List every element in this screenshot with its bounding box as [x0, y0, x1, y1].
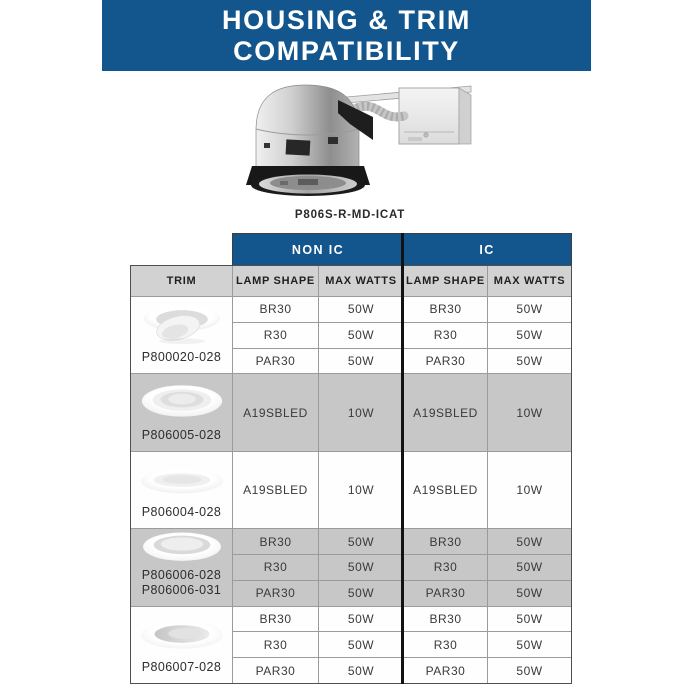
recessed-housing-icon	[240, 80, 475, 205]
max-watts-cell: 10W	[319, 374, 403, 450]
max-watts-cell: 50W	[319, 323, 403, 348]
max-watts-cell: 50W	[319, 349, 403, 374]
trim-cell-p800020-028	[131, 297, 232, 373]
max-watts-cell: 10W	[488, 452, 571, 528]
lamp-shape-cell: BR30	[404, 529, 487, 554]
lamp-shape-cell: R30	[233, 555, 318, 580]
lamp-shape-cell: BR30	[233, 297, 318, 322]
lamp-shape-cell: R30	[233, 323, 318, 348]
trim-label: P806007-028	[141, 659, 222, 674]
max-watts-cell: 50W	[319, 607, 403, 632]
title-banner	[102, 0, 591, 71]
lamp-shape-cell: PAR30	[404, 658, 487, 683]
max-watts-cell: 50W	[488, 297, 571, 322]
max-watts-cell: 50W	[319, 529, 403, 554]
open-flat-trim-icon	[137, 462, 227, 502]
max-watts-cell: 50W	[319, 297, 403, 322]
column-header-ic-max-watts: MAX WATTS	[488, 266, 571, 296]
trim-label: P806005-028	[141, 427, 222, 442]
lamp-shape-cell: PAR30	[233, 581, 318, 606]
group-divider	[401, 233, 404, 684]
deep-cone-trim-icon	[136, 529, 228, 564]
max-watts-cell: 50W	[488, 349, 571, 374]
page-title-line1: HOUSING & TRIM	[222, 4, 471, 35]
compatibility-table	[130, 265, 572, 684]
max-watts-cell: 50W	[488, 632, 571, 657]
lamp-shape-cell: A19SBLED	[233, 374, 318, 450]
max-watts-cell: 50W	[488, 529, 571, 554]
max-watts-cell: 50W	[319, 658, 403, 683]
cone-trim-icon	[137, 615, 227, 657]
max-watts-cell: 50W	[488, 581, 571, 606]
trim-label: P806006-028	[141, 567, 222, 582]
trim-label: P806006-031	[141, 582, 222, 597]
housing-product-image	[240, 80, 475, 205]
trim-label: P800020-028	[141, 350, 222, 365]
page-title-line2: COMPATIBILITY	[233, 35, 460, 66]
max-watts-cell: 50W	[488, 555, 571, 580]
column-header-nonic-max-watts: MAX WATTS	[319, 266, 403, 296]
max-watts-cell: 50W	[488, 658, 571, 683]
lamp-shape-cell: BR30	[404, 297, 487, 322]
lamp-shape-cell: PAR30	[233, 658, 318, 683]
lamp-shape-cell: BR30	[404, 607, 487, 632]
model-label: P806S-R-MD-ICAT	[294, 209, 406, 221]
max-watts-cell: 10W	[319, 452, 403, 528]
lamp-shape-cell: BR30	[233, 607, 318, 632]
lamp-shape-cell: PAR30	[404, 349, 487, 374]
lamp-shape-cell: PAR30	[233, 349, 318, 374]
max-watts-cell: 50W	[488, 323, 571, 348]
trim-cell-p806004-028	[131, 452, 232, 528]
trim-cell-p806006	[131, 529, 232, 605]
lamp-shape-cell: R30	[404, 323, 487, 348]
max-watts-cell: 10W	[488, 374, 571, 450]
max-watts-cell: 50W	[319, 555, 403, 580]
trim-cell-p806007-028	[131, 607, 232, 683]
lamp-shape-cell: PAR30	[404, 581, 487, 606]
lamp-shape-cell: R30	[404, 555, 487, 580]
trim-cell-p806005-028	[131, 374, 232, 450]
group-header-ic: IC	[402, 233, 572, 266]
max-watts-cell: 50W	[319, 632, 403, 657]
column-header-ic-lamp-shape: LAMP SHAPE	[404, 266, 487, 296]
lamp-shape-cell: R30	[404, 632, 487, 657]
eyeball-trim-icon	[137, 303, 227, 347]
lamp-shape-cell: A19SBLED	[404, 452, 487, 528]
lamp-shape-cell: A19SBLED	[233, 452, 318, 528]
group-header-non-ic: NON IC	[232, 233, 404, 266]
max-watts-cell: 50W	[488, 607, 571, 632]
lamp-shape-cell: R30	[233, 632, 318, 657]
trim-label: P806004-028	[141, 505, 222, 520]
max-watts-cell: 50W	[319, 581, 403, 606]
lamp-shape-cell: A19SBLED	[404, 374, 487, 450]
column-header-trim: TRIM	[131, 266, 232, 296]
lamp-shape-cell: BR30	[233, 529, 318, 554]
column-header-nonic-lamp-shape: LAMP SHAPE	[233, 266, 318, 296]
baffle-trim-icon	[137, 379, 227, 425]
